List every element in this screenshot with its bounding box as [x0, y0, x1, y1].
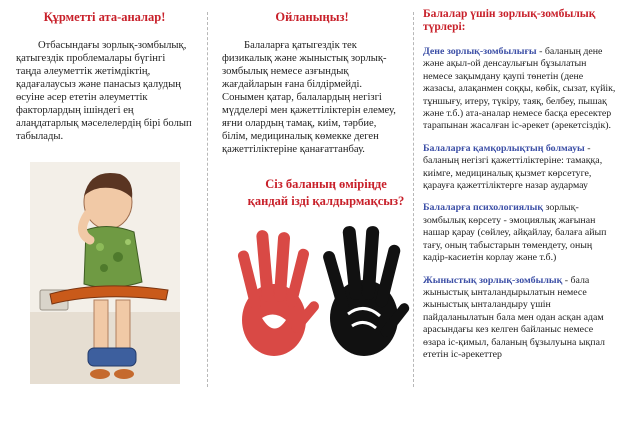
violence-type-item — [423, 275, 618, 362]
column-divider — [207, 12, 208, 387]
violence-type-term: Балаларға психологиялық — [423, 202, 544, 214]
violence-type-desc: зорлық-зомбылық көрсету - эмоциялық жағынан нашар қарау (сөйлеу, айқайлау, балаға айып тағу, оның табыстарын төмендету, оның кадір-касиетін корлау және т.б.) — [423, 202, 607, 264]
think-title: Ойланыңыз! — [275, 10, 349, 24]
violence-types-column — [415, 0, 624, 425]
child-illustration — [30, 162, 180, 384]
violence-type-term: Балаларға қамқорлықтың болмауы — [423, 142, 585, 154]
think-text: Балаларға қатыгездік тек физикалық және жыныстық зорлық-зомбылық немесе азғындық жағдайларын ғана білдірмейді. Сонымен қатар, балалардың негізгі мүдделері мен қажеттіліктерін елемеу, яғни олардың тамақ, киім, тәрбие, білім, медициналық көмекке деген қажеттіліктеріне қанағаттанбау. — [222, 40, 396, 155]
red-handprint-icon — [237, 230, 321, 356]
violence-type-term: Жыныстық зорлық-зомбылық — [423, 274, 563, 286]
violence-type-item — [423, 202, 618, 264]
violence-type-item — [423, 143, 618, 193]
parents-title: Құрметті ата-аналар! — [43, 10, 166, 24]
parents-text: Отбасындағы зорлық-зомбылық, қатыгездік проблемалары бүгінгі таңда әлеуметтік жетімдіктің, қадағалаусыз және панасыз қалудың өсуіне әсер ететін әлеуметтік факторлардың ішіндегі ең алаңдатарлық мәселелердің бірі болып табылады. — [16, 40, 192, 142]
question-text: Сіз баланың өміріңде қандай ізді қалдырмақсыз? — [247, 177, 405, 208]
column-divider — [413, 12, 414, 387]
violence-type-item — [423, 46, 618, 133]
violence-type-desc: - бала жыныстық ынталандырылатын немесе жыныстық ынталандыру үшін пайдаланылатын бала мен одан асқан адам арасындағы кез келген байланыс немесе өзара іс-қимыл, баланың бұзылуына ықпал ететін іс-әрекеттер — [423, 274, 605, 360]
violence-types-title: Балалар үшін зорлық-зомбылық түрлері: — [423, 8, 596, 33]
black-handprint-icon — [322, 225, 412, 356]
handprints-image — [222, 210, 412, 380]
violence-type-term: Дене зорлық-зомбылығы — [423, 46, 537, 57]
violence-type-desc: - баланың негізгі қажеттіліктеріне: тамаққа, киімге, медициналық қызмет көрсетуге, қарауға қажеттіліктерге назар аудармау — [423, 142, 603, 192]
violence-type-desc: - баланың дене және ақыл-ой денсаулығын бұзылатын немесе зақымдану қаупі төнетін (дене жазасы, алақанмен соққы, көбік, сызат, күйік, тұншығу, итеру, түкіру, таяқ, белбеу, пышақ және т.б.) ата-аналар немесе басқа ересектер тарапынан жасалған іс-әрекет (әрекетсіздік). — [423, 46, 616, 132]
